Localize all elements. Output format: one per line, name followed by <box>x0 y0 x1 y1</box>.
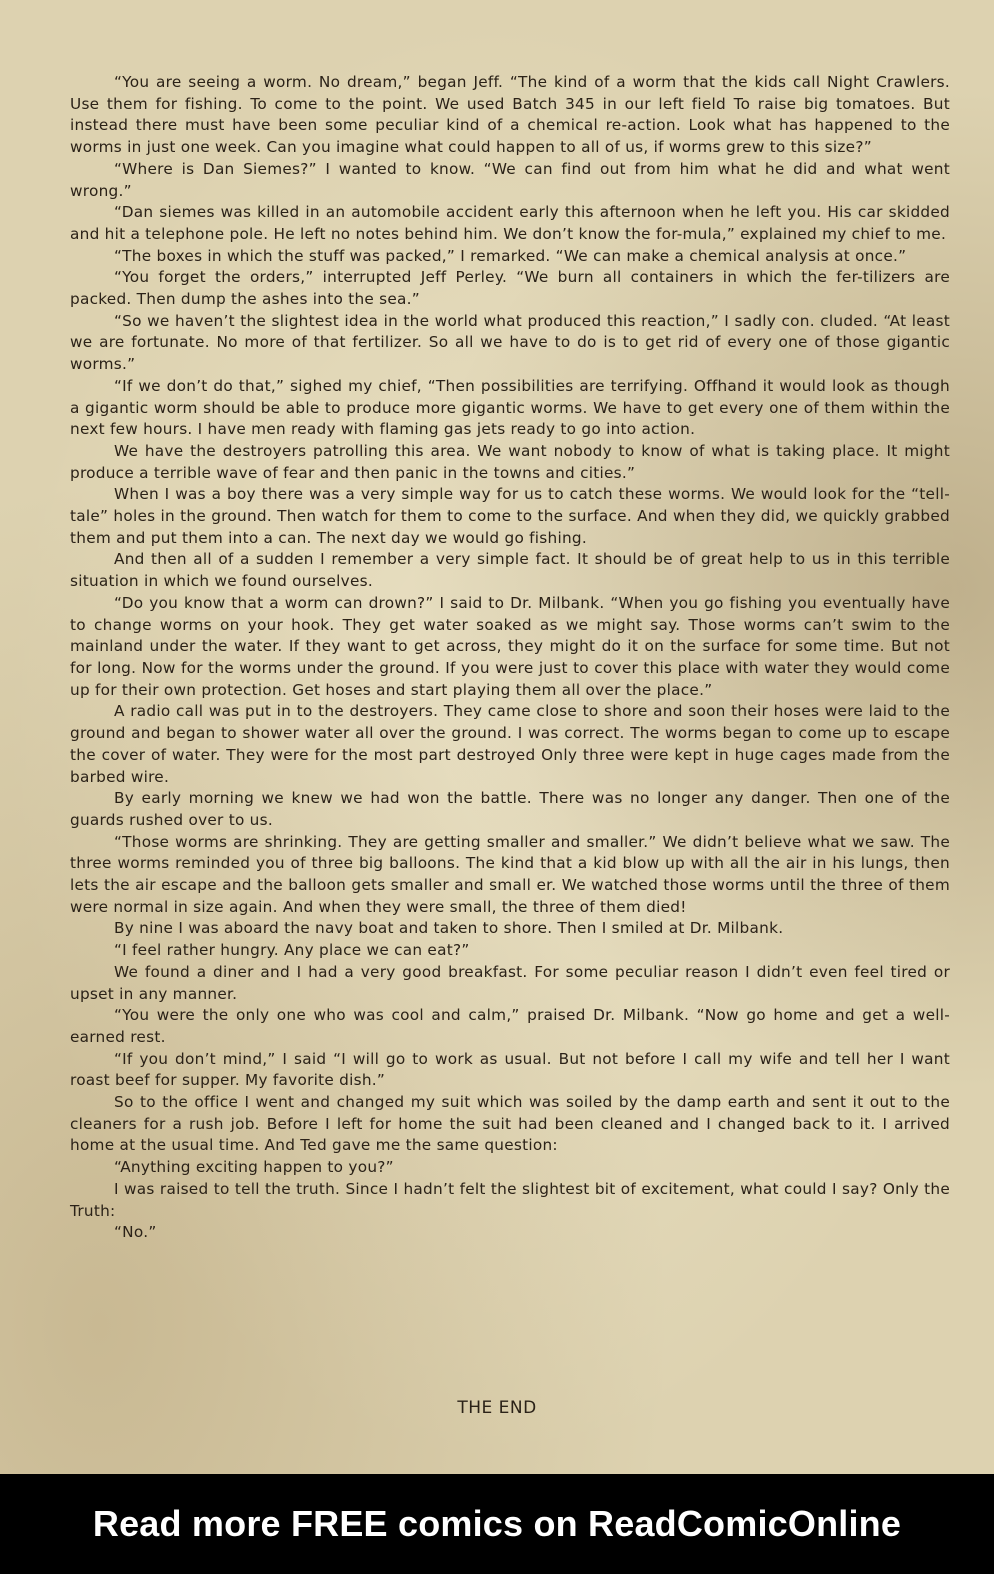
story-paragraph: We found a diner and I had a very good breakfast. For some peculiar reason I didn’t even feel tired or upset in any manner. <box>70 962 950 1003</box>
story-paragraph: “You are seeing a worm. No dream,” began Jeff. “The kind of a worm that the kids call Night Crawlers. Use them for fishing. To come to the point. We used Batch 345 in our left field To raise big tomatoes. But instead there must have been some peculiar kind of a chemical re-action. Look what has happened to the worms in just one week. Can you imagine what could happen to all of us, if worms grew to this size?” <box>70 73 950 157</box>
story-paragraph: “If you don’t mind,” I said “I will go to work as usual. But not before I call my wife and tell her I want roast beef for supper. My favorite dish.” <box>70 1049 950 1090</box>
story-paragraph: “Those worms are shrinking. They are getting smaller and smaller.” We didn’t believe what we saw. The three worms reminded you of three big balloons. The kind that a kid blow up with all the air in his lungs, then lets the air escape and the balloon gets smaller and small er. We watched those worms until the three of them were normal in size again. And when they were small, the three of them died! <box>70 832 950 916</box>
story-paragraph: I was raised to tell the truth. Since I hadn’t felt the slightest bit of excitement, what could I say? Only the Truth: <box>70 1179 950 1220</box>
story-paragraph: By nine I was aboard the navy boat and taken to shore. Then I smiled at Dr. Milbank. <box>114 919 784 938</box>
story-paragraph: “No.” <box>114 1223 157 1242</box>
story-paragraph: “Anything exciting happen to you?” <box>114 1158 394 1177</box>
story-paragraph: So to the office I went and changed my suit which was soiled by the damp earth and sent it out to the cleaners for a rush job. Before I left for home the suit had been cleaned and I changed back to it. I arrived home at the usual time. And Ted gave me the same question: <box>70 1093 950 1155</box>
story-paragraph: “You forget the orders,” interrupted Jeff Perley. “We burn all containers in which the fer-tilizers are packed. Then dump the ashes into the sea.” <box>70 268 950 309</box>
story-paragraph: “Where is Dan Siemes?” I wanted to know. “We can find out from him what he did and what went wrong.” <box>70 159 950 200</box>
story-paragraph: And then all of a sudden I remember a very simple fact. It should be of great help to us in this terrible situation in which we found ourselves. <box>70 550 950 591</box>
story-paragraph: “The boxes in which the stuff was packed,” I remarked. “We can make a chemical analysis at once.” <box>114 246 907 265</box>
story-paragraph: When I was a boy there was a very simple way for us to catch these worms. We would look for the “tell-tale” holes in the ground. Then watch for them to come to the surface. And when they did, we quickly grabbed them and put them into a can. The next day we would go fishing. <box>70 485 950 547</box>
story-paragraph: We have the destroyers patrolling this area. We want nobody to know of what is taking place. It might produce a terrible wave of fear and then panic in the towns and cities.” <box>70 441 950 482</box>
story-paragraph: “You were the only one who was cool and calm,” praised Dr. Milbank. “Now go home and get a well-earned rest. <box>70 1006 950 1046</box>
the-end-label: THE END <box>457 1398 537 1418</box>
promo-banner[interactable] <box>0 1474 994 1574</box>
story-paragraph: By early morning we knew we had won the battle. There was no longer any danger. Then one of the guards rushed over to us. <box>70 789 950 829</box>
story-paragraph: A radio call was put in to the destroyers. They came close to shore and soon their hoses were laid to the ground and began to shower water all over the ground. I was correct. The worms began to come up to escape the cover of water. They were for the most part destroyed Only three were kept in huge cages made from the barbed wire. <box>70 702 950 786</box>
story-text-block <box>70 72 950 1244</box>
story-paragraph: “So we haven’t the slightest idea in the world what produced this reaction,” I sadly con. cluded. “At least we are fortunate. No more of that fertilizer. So all we have to do is to get rid of every one of those gigantic worms.” <box>70 311 950 374</box>
story-paragraph: “Do you know that a worm can drown?” I said to Dr. Milbank. “When you go fishing you eventually have to change worms on your hook. They get water soaked as we might say. Those worms can’t swim to the mainland under the water. If they want to get across, they might do it on the surface for some time. But not for long. Now for the worms under the ground. If you were just to cover this place with water they would come up for their own protection. Get hoses and start playing them all over the place.” <box>70 593 950 699</box>
story-paragraph: “If we don’t do that,” sighed my chief, “Then possibilities are terrifying. Offhand it would look as though a gigantic worm should be able to produce more gigantic worms. We have to get every one of them within the next few hours. I have men ready with flaming gas jets ready to go into action. <box>70 376 950 439</box>
story-paragraph: “Dan siemes was killed in an automobile accident early this afternoon when he left you. His car skidded and hit a telephone pole. He left no notes behind him. We don’t know the for-mula,” explained my chief to me. <box>70 203 950 243</box>
story-paragraph: “I feel rather hungry. Any place we can eat?” <box>114 941 470 960</box>
promo-banner-text[interactable]: Read more FREE comics on ReadComicOnline <box>92 1503 902 1544</box>
